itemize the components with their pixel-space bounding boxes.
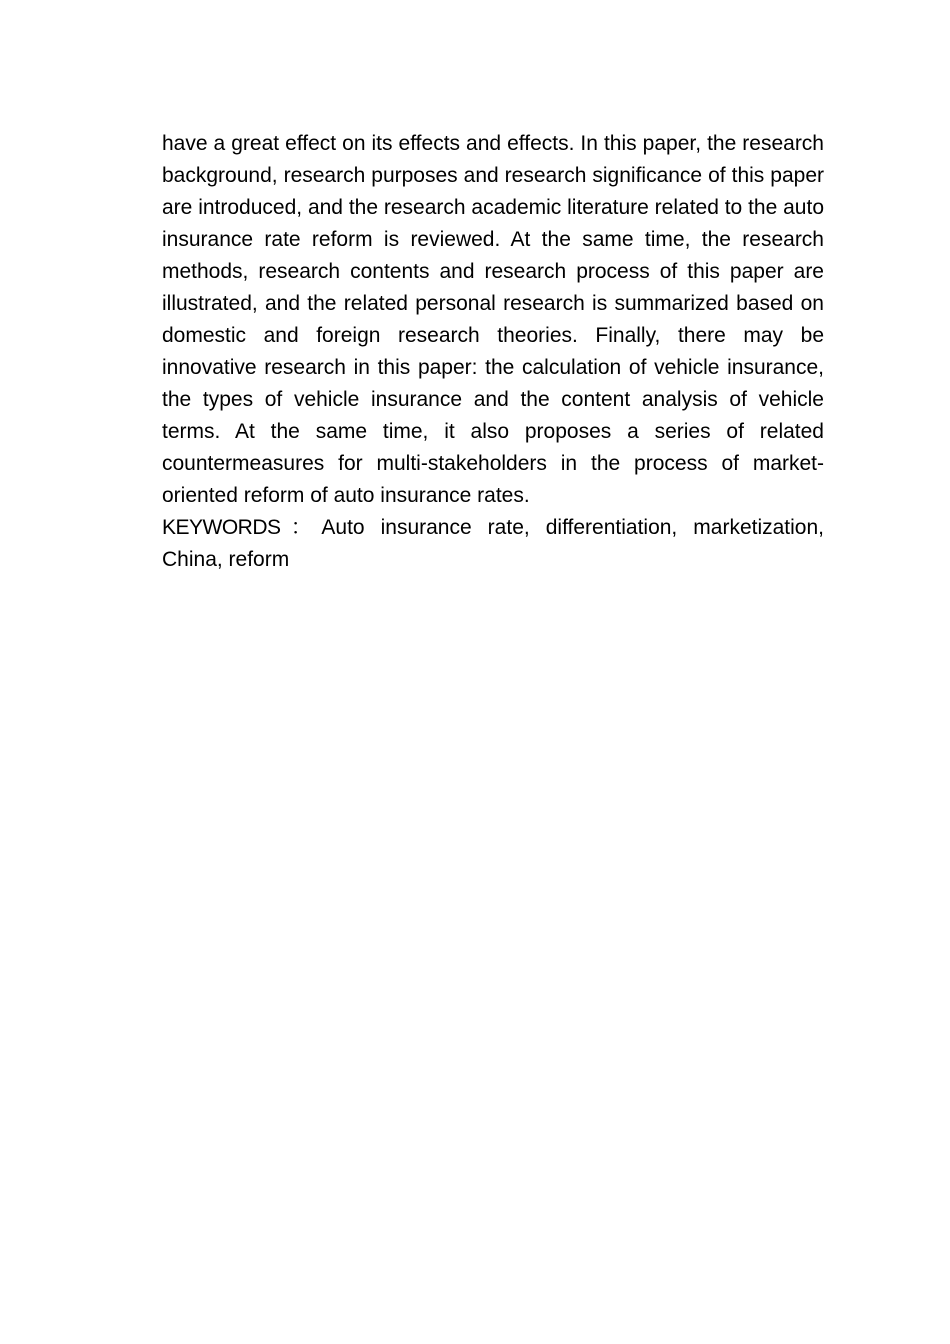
keywords-text: Auto insurance rate, differentiation, marketization, China, reform [162, 516, 824, 571]
keywords-label: KEYWORDS： [162, 516, 322, 539]
keywords-line [162, 512, 824, 576]
abstract-paragraph: have a great effect on its effects and effects. In this paper, the research background, research purposes and research significance of this paper are introduced, and the research academic literature related to the auto insurance rate reform is reviewed. At the same time, the research methods, research contents and research process of this paper are illustrated, and the related personal research is summarized based on domestic and foreign research theories. Finally, there may be innovative research in this paper: the calculation of vehicle insurance, the types of vehicle insurance and the content analysis of vehicle terms. At the same time, it also proposes a series of related countermeasures for multi-stakeholders in the process of market-oriented reform of auto insurance rates. [162, 132, 824, 507]
abstract-section [162, 128, 824, 576]
